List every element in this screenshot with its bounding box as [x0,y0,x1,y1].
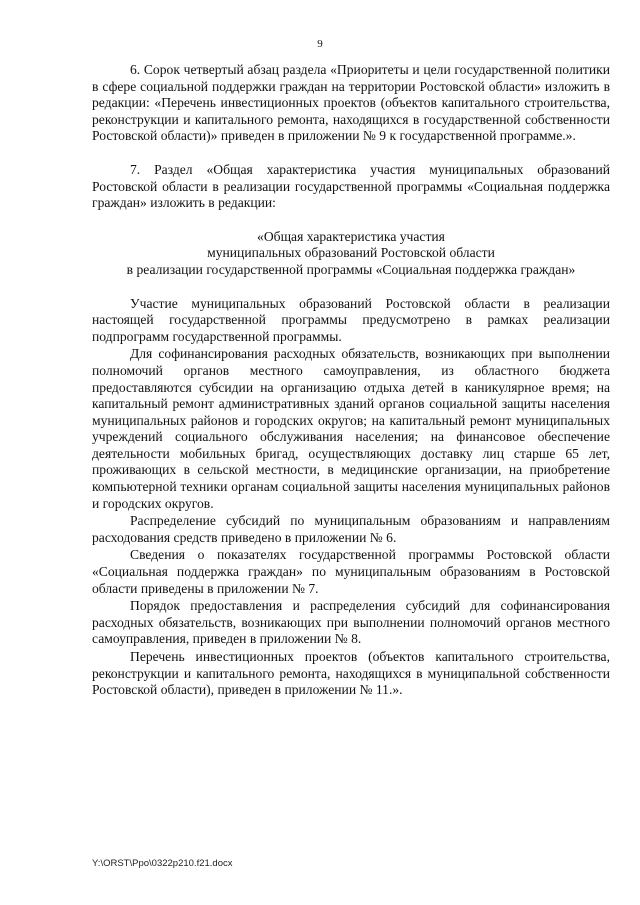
heading-line-3: в реализации государственной программы «Социальная поддержка граждан» [126,261,576,277]
body-paragraph-procedure: Порядок предоставления и распределения субсидий для софинансирования расходных обязательств, возникающих при выполнении полномочий органов местного самоуправления, приведен в приложении № 8. [92,598,610,647]
document-body [92,62,610,699]
body-paragraph-indicators: Сведения о показателях государственной программы Ростовской области «Социальная поддержка граждан» по муниципальным образованиям в Ростовской области приведены в приложении № 7. [92,547,610,596]
heading-line-1: «Общая характеристика участия [257,228,445,244]
heading-line-2: муниципальных образований Ростовской области [207,245,495,261]
body-paragraph-participation: Участие муниципальных образований Ростовской области в реализации настоящей государственной программы предусмотрено в рамках реализации подпрограмм государственной программы. [92,295,610,344]
body-paragraph-distribution: Распределение субсидий по муниципальным образованиям и направлениям расходования средств приведено в приложении № 6. [92,513,610,545]
body-paragraph-investment-list: Перечень инвестиционных проектов (объектов капитального строительства, реконструкции и капитального ремонта, находящихся в муниципальной собственности Ростовской области), приведен в приложении № 11.». [92,649,610,698]
paragraph-section-7: 7. Раздел «Общая характеристика участия муниципальных образований Ростовской области в реализации государственной программы «Социальная поддержка граждан» изложить в редакции: [92,161,610,211]
paragraph-section-6: 6. Сорок четвертый абзац раздела «Приоритеты и цели государственной политики в сфере социальной поддержки граждан на территории Ростовской области» изложить в редакции: «Перечень инвестиционных проектов (объектов капитального строительства, реконструкции и капитального ремонта, находящихся в государственной собственности Ростовской области)» приведен в приложении № 9 к государственной программе.». [92,62,610,144]
body-paragraph-subsidies: Для софинансирования расходных обязательств, возникающих при выполнении полномочий органов местного самоуправления, из областного бюджета предоставляются субсидии на организацию отдыха детей в каникулярное время; на капитальный ремонт административных зданий органов социальной защиты населения муниципальных районов и городских округов; на капитальный ремонт муниципальных учреждений социального обслуживания населения; на финансовое обеспечение деятельности мобильных бригад, осуществляющих доставку лиц старше 65 лет, проживающих в сельской местности, в медицинские организации, на приобретение компьютерной техники органам социальной защиты населения муниципальных районов и городских округов. [92,346,610,511]
footer-file-path: Y:\ORST\Ppo\0322p210.f21.docx [92,858,233,869]
section-heading [92,229,610,279]
page-number: 9 [317,38,323,50]
